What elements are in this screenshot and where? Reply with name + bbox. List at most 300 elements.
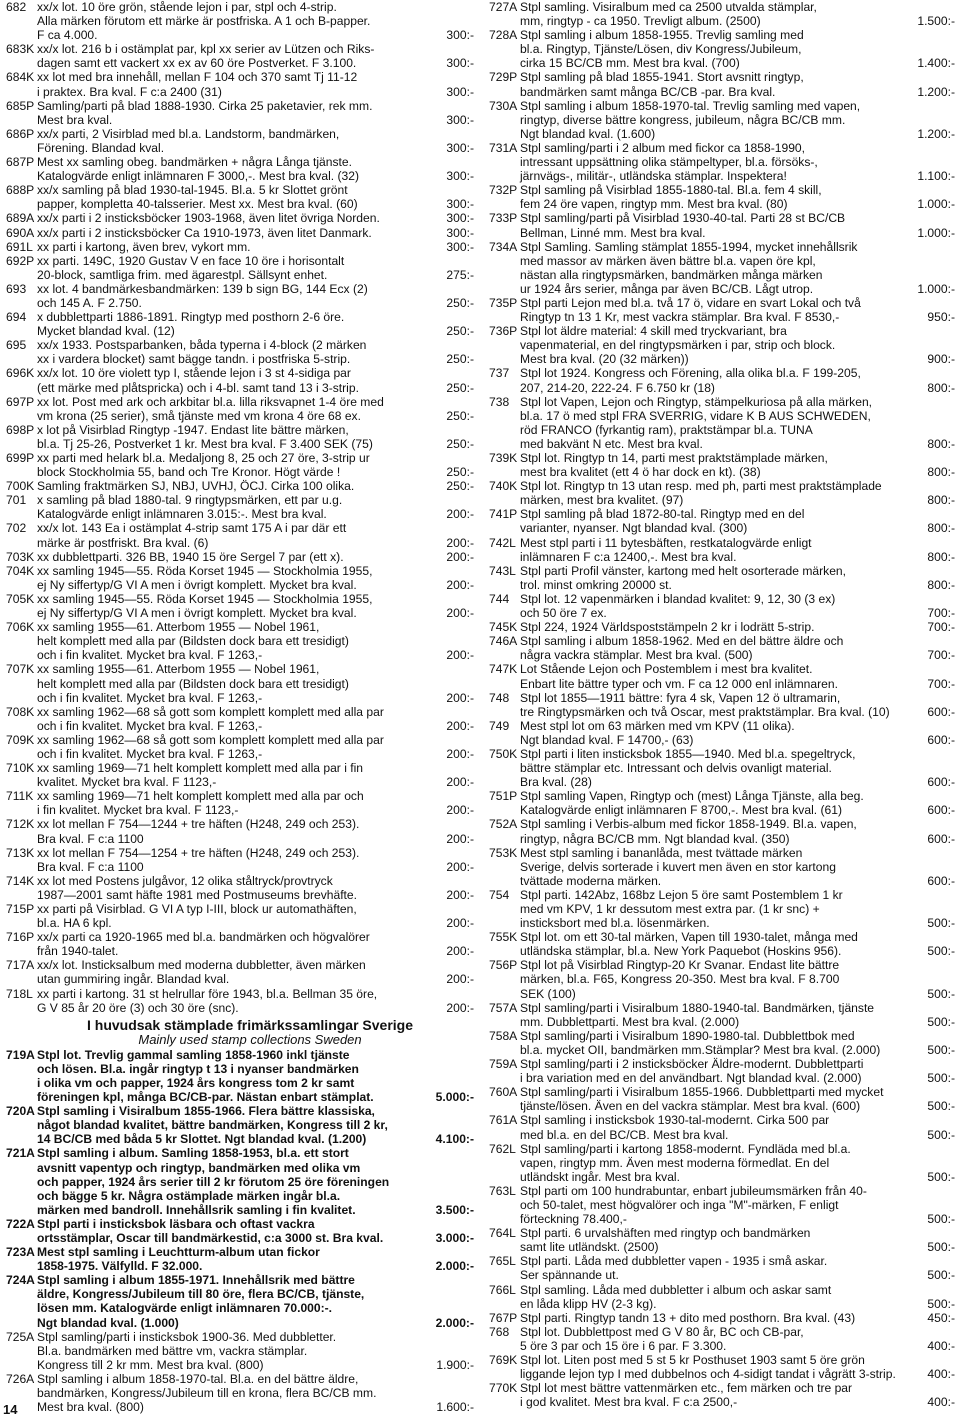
lot-number: 707K — [6, 662, 35, 677]
section-heading — [6, 1018, 474, 1047]
lot-entry — [489, 888, 955, 930]
lot-entry — [6, 70, 474, 98]
lot-entry — [6, 1146, 474, 1216]
lot-description: Mest xx samling obeg. bandmärken + några Långa tjänste. Katalogvärde enligt inlämnaren F 3000,-. Mest bra kval. (32) — [37, 155, 359, 184]
lot-description: xx/x lot. 216 b i ostämplat par, kpl xx serier av Lützen och Riks- dagen samt ett vackert xx ex av 60 öre Postverket. F 3.100. — [37, 42, 375, 71]
lot-price: 2.000:- — [435, 1315, 474, 1330]
lot-entry — [6, 493, 474, 521]
lot-number: 766L — [489, 1282, 516, 1297]
lot-description: Stpl parti Lejon med bl.a. två 17 ö, vidare en svart Lokal och två Ringtyp tn 13 1 Kr, mest vackra stämplar. Bra kval. F 8530,- — [520, 295, 861, 325]
lot-entry — [6, 240, 474, 254]
lot-description: Stpl Samling. Samling stämplat 1855-1994, mycket innehållsrik med massor av märken även bättre bl.a. vapen öre kpl, nästan alla ringtypsmärken, bandmärken många märken ur 1924 års serier, många par även BC/CB. Lågt utrop. — [520, 239, 858, 296]
lot-price: 800:- — [927, 577, 955, 592]
lot-number: 747K — [489, 662, 518, 677]
lot-price: 200:- — [446, 859, 474, 874]
lot-description: xx/x parti i 2 insticksböcker 1903-1968, även litet övriga Norden. — [37, 211, 380, 226]
lot-price: 250:- — [446, 465, 474, 480]
lot-number: 725A — [6, 1329, 35, 1344]
lot-entry — [489, 620, 955, 634]
lot-price: 500:- — [927, 1169, 955, 1184]
lot-description: Stpl lot. Ringtyp tn 14, parti mest praktstämplade märken, mest bra kvalitet (ett 4 ö har dock en kt). (38) — [520, 451, 828, 480]
lot-entry — [6, 592, 474, 620]
lot-description: xx samling 1955—61. Atterbom 1955 — Nobel 1961, helt komplett med alla par (Bildsten dock bara ett tresidigt) och i fin kvalitet. Mycket bra kval. F 1263,- — [37, 662, 349, 705]
lot-entry — [6, 564, 474, 592]
lot-description: Stpl samling/parti i Visiralbum 1890-1980-tal. Dubblettbok med bl.a. mycket OII, bandmärken mm.Stämplar? Mest bra kval. (2.000) — [520, 1028, 881, 1057]
lot-price: 400:- — [927, 1338, 955, 1353]
lot-description: xx parti med helark bl.a. Medaljong 8, 25 och 27 öre, 3-strip ur block Stockholmia 55, band och Tre Kronor. Högt värde ! — [37, 451, 370, 480]
lot-number: 726A — [6, 1371, 35, 1386]
lot-number: 742L — [489, 535, 516, 550]
lot-number: 699P — [6, 451, 35, 465]
lot-entry — [489, 1001, 955, 1029]
lot-price: 300:- — [446, 211, 474, 226]
lot-description: xx/x lot. 10 öre violett typ I, stående lejon i 3 st 4-sidiga par (ett märke med plåtspricka) och i 4-bl. samt tand 13 i 3-strip. — [37, 366, 359, 395]
lot-entry — [6, 42, 474, 70]
lot-price: 200:- — [446, 507, 474, 522]
lot-number: 727A — [489, 0, 518, 14]
lot-number: 702 — [6, 521, 27, 536]
lot-description: xx samling 1962—68 så gott som komplett komplett med alla par och i fin kvalitet. Mycket bra kval. F 1263,- — [37, 704, 384, 733]
lot-number: 731A — [489, 140, 518, 155]
lot-price: 250:- — [446, 352, 474, 367]
lot-price: 200:- — [446, 887, 474, 902]
lot-price: 200:- — [446, 535, 474, 550]
lot-description: Stpl lot Vapen, Lejon och Ringtyp, stämpelkuriosa på alla märken, bl.a. 17 ö med stpl FRA SVERRIG, vidare K B AUS SCHWEDEN, röd FRANCO (fyrkantig ram), praktstämpar bl.a. TUNA med bakvänt N etc. Mest bra kval. — [520, 394, 873, 451]
lot-description: Stpl lot. 12 vapenmärken i blandad kvalitet: 9, 12, 30 (3 ex) och 50 öre 7 ex. — [520, 591, 836, 621]
lot-description: Stpl samling i Verbis-album med fickor 1858-1949. Bl.a. vapen, ringtyp, några BC/CB mm. Ngt blandad kval. (350) — [520, 817, 857, 846]
lot-description: xx lot med bra innehåll, mellan F 104 och 370 samt Tj 11-12 i praktex. Bra kval. F c:a 2400 (31) — [37, 70, 358, 99]
lot-price: 900:- — [927, 352, 955, 367]
lot-number: 708K — [6, 704, 35, 719]
lot-entry — [6, 0, 474, 42]
lot-entry — [6, 902, 474, 930]
lot-price: 3.000:- — [435, 1230, 474, 1245]
lot-number: 694 — [6, 310, 27, 325]
lot-entry — [489, 296, 955, 324]
lot-entry — [489, 958, 955, 1000]
lot-price: 800:- — [927, 465, 955, 480]
lot-entry — [489, 1254, 955, 1282]
lot-number: 695 — [6, 338, 27, 353]
lot-number: 685P — [6, 98, 35, 113]
lot-number: 760A — [489, 1085, 518, 1100]
lot-price: 200:- — [446, 549, 474, 564]
lot-number: 682 — [6, 0, 27, 14]
lot-description: xx lot mellan F 754—1254 + tre häften (H248, 249 och 253). Bra kval. F c:a 1100 — [37, 845, 360, 874]
lot-price: 1.000:- — [917, 225, 955, 240]
lot-description: Stpl samling i album 1858-1970-tal. Bl.a. en del bättre äldre, bandmärken, Kongress/Jubileum till en krona, flera BC/CB mm. Mest bra kval. (800) — [37, 1371, 377, 1415]
lot-number: 690A — [6, 225, 35, 240]
lot-description: Stpl samling. Låda med dubbletter i album och askar samt en låda klipp HV (2-3 kg). — [520, 1282, 832, 1311]
lot-description: xx/x lot. 10 öre grön, stående lejon i par, stpl och 4-strip. Alla märken förutom ett märke är postfriska. A 1 och B-papper. F ca 4.000. — [37, 0, 371, 43]
lot-number: 716P — [6, 930, 35, 945]
lot-number: 767P — [489, 1310, 518, 1325]
lot-entry — [6, 1104, 474, 1146]
lot-number: 734A — [489, 239, 518, 254]
lot-description: Stpl parti. 142Abz, 168bz Lejon 5 öre samt Postemblem 1 kr med vm KPV, 1 kr dessutom mest extra par. (1 kr snc) + insticksbort med bl.a. lösenmärken. — [520, 887, 843, 931]
lot-number: 739K — [489, 451, 518, 465]
lot-price: 250:- — [446, 295, 474, 310]
lot-entry — [6, 395, 474, 423]
lot-number: 748 — [489, 690, 510, 705]
lot-number: 733P — [489, 211, 518, 226]
lot-price: 600:- — [927, 732, 955, 747]
lot-entry — [489, 747, 955, 789]
lot-description: Stpl lot. om ett 30-tal märken, Vapen till 1930-talet, många med utländska stämplar, bl.a. New York Paquebot (Hoskins 956). — [520, 930, 858, 959]
lot-price: 1.100:- — [917, 169, 955, 184]
lot-entry — [489, 240, 955, 296]
lot-price: 500:- — [927, 1212, 955, 1227]
lot-price: 300:- — [446, 239, 474, 254]
lot-description: Mest stpl parti i 11 bytesbäften, restkatalogvärde enligt inlämnaren F c:a 12400,-. Mest bra kval. — [520, 535, 812, 564]
lot-price: 500:- — [927, 986, 955, 1001]
lot-entry — [489, 1029, 955, 1057]
lot-number: 735P — [489, 295, 518, 310]
lot-price: 300:- — [446, 28, 474, 43]
lot-entry — [6, 521, 474, 549]
lot-description: xx samling 1945—55. Röda Korset 1945 — Stockholmia 1955, ej Ny siffertyp/G VI A men i övrigt komplett. Mycket bra kval. — [37, 591, 373, 621]
lot-price: 800:- — [927, 549, 955, 564]
lot-entry — [489, 789, 955, 817]
lot-number: 684K — [6, 70, 35, 85]
lot-description: Stpl samling/parti i kartong 1858-modernt. Fyndläda med bl.a. vapen, ringtyp mm. Även mest moderna förmedlat. En del utländskt ingår. Mest bra kval. — [520, 1141, 851, 1184]
lot-number: 686P — [6, 126, 35, 141]
lot-number: 706K — [6, 620, 35, 635]
lot-description: xx samling 1969—71 helt komplett komplett med alla par och i fin kvalitet. Mycket bra kval. F 1123,- — [37, 789, 364, 818]
lot-price: 600:- — [927, 775, 955, 790]
lot-description: Stpl samling i album. Samling 1858-1953, bl.a. ett stort avsnitt vapentyp och ringtyp, bandmärken med olika vm och papper, 1924 års serier till 2 kr förutom 25 öre föreningen och bägge 5 kr. Några ostämplade märken ingår bl.a. märken med bandroll. Innehållsrik samling i fin kvalitet. — [37, 1146, 390, 1217]
lot-description: Stpl lot på Visirblad Ringtyp-20 Kr Svanar. Endast lite bättre märken, bl.a. F65, Kongress 20-350. Mest bra kval. F 8.700 SEK (100) — [520, 958, 840, 1001]
lot-number: 751P — [489, 789, 518, 804]
lot-number: 698P — [6, 422, 35, 437]
lot-price: 1.400:- — [917, 56, 955, 71]
lot-entry — [489, 0, 955, 28]
lot-description: Stpl samling/parti på Visirblad 1930-40-tal. Parti 28 st BC/CB Bellman, Linné mm. Mest bra kval. — [520, 211, 846, 240]
lot-price: 600:- — [927, 831, 955, 846]
lot-entry — [6, 1273, 474, 1329]
lot-description: xx samling 1955—61. Atterbom 1955 — Nobel 1961, helt komplett med alla par (Bildsten dock bara ett tresidigt) och i fin kvalitet. Mycket bra kval. F 1263,- — [37, 620, 349, 663]
lot-price: 200:- — [446, 803, 474, 818]
lot-number: 718L — [6, 986, 33, 1001]
lot-entry — [489, 28, 955, 70]
lot-description: xx/x parti ca 1920-1965 med bl.a. bandmärken och högvalörer från 1940-talet. — [37, 930, 370, 959]
lot-entry — [6, 282, 474, 310]
lot-number: 723A — [6, 1245, 35, 1260]
lot-number: 753K — [489, 845, 518, 860]
lot-entry — [6, 1372, 474, 1414]
lot-price: 700:- — [927, 620, 955, 635]
lot-description: xx lot med Postens julgåvor, 12 olika ståltryck/provtryck 1987—2001 samt häfte 1981 med Postmuseums brevhäfte. — [37, 873, 358, 902]
lot-number: 746A — [489, 634, 518, 649]
lot-entry — [6, 733, 474, 761]
lot-entry — [489, 1311, 955, 1325]
lot-number: 741P — [489, 507, 518, 522]
lot-entry — [489, 183, 955, 211]
lot-description: Mest stpl lot om 63 märken med vm KPV (11 olika). Ngt blandad kval. F 14700,- (63) — [520, 718, 795, 747]
lot-entry — [489, 536, 955, 564]
lot-number: 719A — [6, 1047, 35, 1062]
lot-description: Stpl parti om 100 hundrabuntar, enbart jubileumsmärken från 40- och 50-talet, mest högvalörer och inga "M"-märken, F enligt förteckning 78.400,- — [520, 1183, 867, 1227]
lot-price: 600:- — [927, 873, 955, 888]
lot-price: 500:- — [927, 1268, 955, 1283]
lot-number: 730A — [489, 98, 518, 113]
lot-price: 500:- — [927, 1014, 955, 1029]
lot-number: 688P — [6, 183, 35, 198]
lot-entry — [6, 789, 474, 817]
lot-price: 300:- — [446, 140, 474, 155]
lot-price: 500:- — [927, 1099, 955, 1114]
lot-description: xx/x parti, 2 Visirblad med bl.a. Landstorm, bandmärken, Förening. Blandad kval. — [37, 126, 340, 155]
lot-entry — [489, 1142, 955, 1184]
lot-price: 200:- — [446, 916, 474, 931]
lot-entry — [489, 846, 955, 888]
lot-number: 750K — [489, 746, 518, 761]
lot-number: 737 — [489, 366, 510, 381]
lot-entry — [489, 1226, 955, 1254]
section-title: I huvudsak stämplade frimärkssamlingar Sverige — [86, 1016, 414, 1033]
lot-list-right — [489, 0, 955, 1409]
lot-price: 250:- — [446, 436, 474, 451]
lot-price: 200:- — [446, 606, 474, 621]
lot-price: 250:- — [446, 324, 474, 339]
lot-number: 732P — [489, 183, 518, 198]
left-column — [6, 0, 474, 1414]
lot-entry — [489, 507, 955, 535]
lot-description: Mest stpl samling i Leuchtturm-album utan fickor 1858-1975. Välfylld. F 32.000. — [37, 1245, 320, 1274]
lot-entry — [6, 183, 474, 211]
lot-description: xx samling 1969—71 helt komplett komplett med alla par i fin kvalitet. Mycket bra kval. F 1123,- — [37, 761, 364, 790]
lot-description: Stpl parti. 6 urvalshäften med ringtyp och bandmärken samt lite utländskt. (2500) — [520, 1226, 811, 1255]
lot-entry — [6, 254, 474, 282]
lot-price: 200:- — [446, 648, 474, 663]
lot-price: 500:- — [927, 1240, 955, 1255]
lot-entry — [489, 662, 955, 690]
lot-price: 200:- — [446, 972, 474, 987]
lot-description: xx/x lot. 143 Ea i ostämplat 4-strip samt 175 A i par där ett märke är postfriskt. Bra kval. (6) — [37, 521, 347, 550]
lot-number: 712K — [6, 817, 35, 832]
lot-price: 1.000:- — [917, 281, 955, 296]
page-number: 14 — [3, 1402, 18, 1417]
lot-entry — [489, 930, 955, 958]
lot-list-left — [6, 0, 474, 1015]
lot-description: Stpl lot. Dubblettpost med G V 80 år, BC och CB-par, 5 öre 3 par och 15 öre i 6 par. F 3.300. — [520, 1324, 804, 1353]
lot-number: 756P — [489, 958, 518, 973]
lot-description: Samling fraktmärken SJ, NBJ, UVHJ, ÖCJ. Cirka 100 olika. — [37, 479, 355, 494]
lot-entry — [489, 70, 955, 98]
lot-price: 200:- — [446, 831, 474, 846]
lot-description: Stpl lot. Liten post med 5 st 5 kr Posthuset 1903 samt 5 öre grön liggande lejon typ I med dubbelnos och 4-sidigt tandat i vågrätt 3-strip. — [520, 1353, 896, 1382]
lot-entry — [6, 958, 474, 986]
lot-price: 500:- — [927, 1071, 955, 1086]
lot-description: xx/x lot. Insticksalbum med moderna dubbletter, även märken utan gummiring ingår. Blandad kval. — [37, 958, 366, 987]
lot-description: Stpl samling/parti i Visiralbum 1880-1940-tal. Bandmärken, tjänste mm. Dubblettparti. Mest bra kval. (2.000) — [520, 1000, 875, 1029]
lot-number: 736P — [489, 324, 518, 339]
lot-entry — [489, 1283, 955, 1311]
lot-description: xx lot. 4 bandmärkesbandmärken: 139 b sign BG, 144 Ecx (2) och 145 A. F 2.750. — [37, 281, 368, 310]
lot-price: 200:- — [446, 944, 474, 959]
lot-entry — [489, 1325, 955, 1353]
lot-number: 693 — [6, 281, 27, 296]
lot-entry — [489, 366, 955, 394]
lot-price: 1.600:- — [436, 1400, 474, 1415]
lot-entry — [489, 479, 955, 507]
lot-entry — [6, 930, 474, 958]
lot-price: 600:- — [927, 803, 955, 818]
lot-description: Stpl samling på Visirblad 1855-1880-tal. Bl.a. fem 4 skill, fem 24 öre vapen, ringtyp mm. Mest bra kval. (80) — [520, 183, 822, 212]
lot-entry — [6, 99, 474, 127]
lot-price: 1.500:- — [917, 14, 955, 29]
lot-number: 765L — [489, 1254, 516, 1269]
lot-description: Stpl lot 1855—1911 bättre: fyra 4 sk, Vapen 12 ö ultramarin, tre Ringtypsmärken och två Oscar, mest praktstämplar. Bra kval. (10) — [520, 690, 890, 719]
lot-number: 769K — [489, 1353, 518, 1367]
lot-price: 800:- — [927, 436, 955, 451]
lot-description: Stpl lot mest bättre vattenmärken etc., fem märken och tre par i god kvalitet. Mest bra kval. F c:a 2500,- — [520, 1381, 853, 1410]
lot-description: Stpl parti Profil vänster, kartong med helt osorterade märken, trol. minst omkring 20000 st. — [520, 563, 847, 592]
lot-number: 714K — [6, 873, 35, 888]
lot-price: 950:- — [927, 310, 955, 325]
lot-entry — [6, 366, 474, 394]
lot-price: 500:- — [927, 916, 955, 931]
lot-number: 758A — [489, 1028, 518, 1043]
lot-number: 755K — [489, 930, 518, 945]
lot-number: 768 — [489, 1324, 510, 1339]
lot-price: 5.000:- — [435, 1090, 474, 1105]
lot-number: 709K — [6, 732, 35, 747]
lot-entry — [6, 423, 474, 451]
lot-number: 740K — [489, 479, 518, 494]
lot-description: Stpl samling i album 1858-1970-tal. Trevlig samling med vapen, ringtyp, diverse bättre kongress, jubileum, några BC/CB mm. Ngt blandad kval. (1.600) — [520, 98, 861, 141]
lot-price: 200:- — [446, 746, 474, 761]
lot-number: 722A — [6, 1216, 35, 1231]
lot-entry — [489, 634, 955, 662]
right-column — [489, 0, 955, 1409]
lot-price: 1.000:- — [917, 197, 955, 212]
lot-price: 300:- — [446, 169, 474, 184]
lot-number: 691L — [6, 239, 33, 254]
lot-price: 250:- — [446, 380, 474, 395]
lot-entry — [6, 705, 474, 733]
lot-entry — [6, 338, 474, 366]
lot-number: 696K — [6, 366, 35, 381]
lot-number: 715P — [6, 902, 35, 916]
lot-entry — [6, 211, 474, 225]
lot-description: Stpl parti i liten insticksbok 1855—1940. Med bl.a. spegeltryck, bättre stämplar etc. Intressant och delvis ovanligt material. Bra kval. (28) — [520, 746, 856, 790]
lot-description: xx parti i kartong, även brev, vykort mm. — [37, 239, 251, 254]
lot-entry — [489, 1085, 955, 1113]
lot-price: 200:- — [446, 690, 474, 705]
lot-description: Stpl samling i Visiralbum 1855-1966. Flera bättre klassiska, något blandad kvalitet, bättre bandmärken, Kongress till 2 kr, 14 BC/CB med båda 5 kr Slottet. Ngt blandad kval. (1.200) — [37, 1104, 388, 1147]
lot-description: Stpl samling på blad 1872-80-tal. Ringtyp med en del varianter, nyanser. Ngt blandad kval. (300) — [520, 507, 805, 536]
lot-number: 745K — [489, 620, 518, 635]
lot-number: 697P — [6, 394, 35, 409]
lot-price: 700:- — [927, 676, 955, 691]
lot-description: xx parti på Visirblad. G VI A typ I-III, block ur automathäften, bl.a. HA 6 kpl. — [37, 902, 357, 931]
lot-number: 762L — [489, 1141, 516, 1156]
lot-entry — [489, 1381, 955, 1409]
lot-description: Stpl samling/parti i Visiralbum 1855-1966. Dubblettparti med mycket tjänste/lösen. Även en del vackra stämplar. Mest bra kval. (600) — [520, 1085, 884, 1114]
lot-description: Samling/parti på blad 1888-1930. Cirka 25 paketavier, rek mm. Mest bra kval. — [37, 98, 373, 127]
lot-price: 1.900:- — [436, 1357, 474, 1372]
lot-price: 275:- — [446, 267, 474, 282]
lot-number: 705K — [6, 591, 35, 606]
lot-number: 728A — [489, 28, 518, 43]
lot-description: Stpl samling Vapen, Ringtyp och (mest) Långa Tjänste, alla beg. Katalogvärde enligt inlämnaren F 8700,-. Mest bra kval. (61) — [520, 789, 864, 818]
lot-description: Stpl samling/parti i 2 insticksböcker Äldre-modernt. Dubblettparti i bra variation med en del användbart. Ngt blandad kval. (2.000) — [520, 1057, 864, 1086]
lot-price: 800:- — [927, 521, 955, 536]
lot-price: 2.000:- — [435, 1259, 474, 1274]
lot-entry — [6, 310, 474, 338]
lot-entry — [489, 691, 955, 719]
lot-description: Stpl samling. Visiralbum med ca 2500 utvalda stämplar, mm, ringtyp - ca 1950. Trevligt album. (2500) — [520, 0, 817, 29]
lot-description: Stpl samling/parti i 2 album med fickor ca 1858-1990, intressant uppsättning olika stämpeltyper, bl.a. försöks-, järnvägs-, militär-, utländska stämplar. Inspektera! — [520, 140, 818, 184]
lot-number: 710K — [6, 761, 35, 776]
lot-number: 700K — [6, 479, 35, 494]
lot-price: 400:- — [927, 1367, 955, 1382]
lot-description: xx/x parti i 2 insticksböcker Ca 1910-1973, även litet Danmark. — [37, 225, 372, 240]
lot-price: 4.100:- — [435, 1132, 474, 1147]
lot-number: 763L — [489, 1183, 516, 1198]
lot-entry — [6, 127, 474, 155]
lot-entry — [6, 846, 474, 874]
lot-number: 724A — [6, 1273, 35, 1288]
lot-number: 754 — [489, 887, 510, 902]
lot-entry — [489, 99, 955, 141]
lot-number: 687P — [6, 155, 35, 170]
lot-number: 743L — [489, 563, 516, 578]
lot-entry — [6, 662, 474, 704]
lot-price: 600:- — [927, 704, 955, 719]
lot-description: xx samling 1962—68 så gott som komplett komplett med alla par och i fin kvalitet. Mycket bra kval. F 1263,- — [37, 732, 384, 761]
lot-description: x dubblettparti 1886-1891. Ringtyp med posthorn 2-6 öre. Mycket blandad kval. (12) — [37, 310, 345, 339]
lot-price: 300:- — [446, 197, 474, 212]
lot-number: 770K — [489, 1381, 518, 1396]
lot-number: 701 — [6, 493, 27, 508]
lot-price: 500:- — [927, 944, 955, 959]
lot-number: 738 — [489, 394, 510, 409]
lot-entry — [6, 1245, 474, 1273]
lot-entry — [6, 155, 474, 183]
lot-description: Stpl samling i insticksbok 1930-tal-modernt. Cirka 500 par med bl.a. en del BC/CB. Mest bra kval. — [520, 1113, 830, 1142]
lot-entry — [489, 564, 955, 592]
lot-description: Stpl lot äldre material: 4 skill med tryckvariant, bra vapenmaterial, en del ringtypsmärken i par, strip och block. Mest bra kval. (20 (32 märken)) — [520, 324, 836, 367]
lot-description: Stpl lot. Trevlig gammal samling 1858-1960 inkl tjänste och lösen. Bl.a. ingår ringtyp t 13 i nyanser bandmärken i olika vm och papper, 1924 års kongress tom 2 kr samt föreningen kpl, många BC/CB-par. Nästan enbart stämplat. — [37, 1047, 374, 1105]
lot-number: 761A — [489, 1113, 518, 1128]
lot-price: 500:- — [927, 1042, 955, 1057]
lot-price: 300:- — [446, 56, 474, 71]
lot-description: x samling på blad 1880-tal. 9 ringtypsmärken, ett par u.g. Katalogvärde enligt inlämnaren 3.015:-. Mest bra kval. — [37, 493, 343, 522]
lot-number: 729P — [489, 70, 518, 85]
lot-number: 752A — [489, 817, 518, 832]
lot-description: Stpl samling/parti i insticksbok 1900-36. Med dubbletter. Bl.a. bandmärken med bättre vm, vackra stämplar. Kongress till 2 kr mm. Mest bra kval. (800) — [37, 1329, 337, 1372]
lot-entry — [6, 874, 474, 902]
lot-description: xx/x 1933. Postsparbanken, båda typerna i 4-block (2 märken xx i vardera blocket) samt bägge tandn. i postfriska 5-strip. — [37, 338, 367, 367]
lot-price: 3.500:- — [435, 1202, 474, 1217]
lot-entry — [489, 141, 955, 183]
lot-description: xx dubblettparti. 326 BB, 1940 15 öre Sergel 7 par (ett x). — [37, 549, 344, 564]
lot-description: Stpl samling i album 1858-1962. Med en del bättre äldre och några vackra stämplar. Mest bra kval. (500) — [520, 634, 844, 663]
lot-description: Mest stpl samling i bananlåda, mest tvättade märken Sverige, delvis sorterade i kuvert men även en stor kartong tvättade moderna märken. — [520, 845, 836, 888]
lot-entry — [6, 1048, 474, 1104]
lot-description: Stpl samling på blad 1855-1941. Stort avsnitt ringtyp, bandmärken samt många BC/CB -par. Bra kval. — [520, 70, 804, 99]
lot-description: x lot på Visirblad Ringtyp -1947. Endast lite bättre märken, bl.a. Tj 25-26, Postverket 1 kr. Mest bra kval. F 3.400 SEK (75) — [37, 422, 373, 451]
lot-number: 744 — [489, 591, 510, 606]
lot-description: Stpl samling i album 1858-1955. Trevlig samling med bl.a. Ringtyp, Tjänste/Lösen, div Kongress/Jubileum, cirka 15 BC/CB mm. Mest bra kval. (700) — [520, 28, 804, 71]
lot-entry — [6, 1217, 474, 1245]
lot-number: 757A — [489, 1000, 518, 1015]
lot-price: 200:- — [446, 1000, 474, 1015]
lot-description: xx/x samling på blad 1930-tal-1945. Bl.a. 5 kr Slottet grönt papper, kompletta 40-talsserier. Mest xx. Mest bra kval. (60) — [37, 183, 358, 212]
lot-entry — [6, 451, 474, 479]
